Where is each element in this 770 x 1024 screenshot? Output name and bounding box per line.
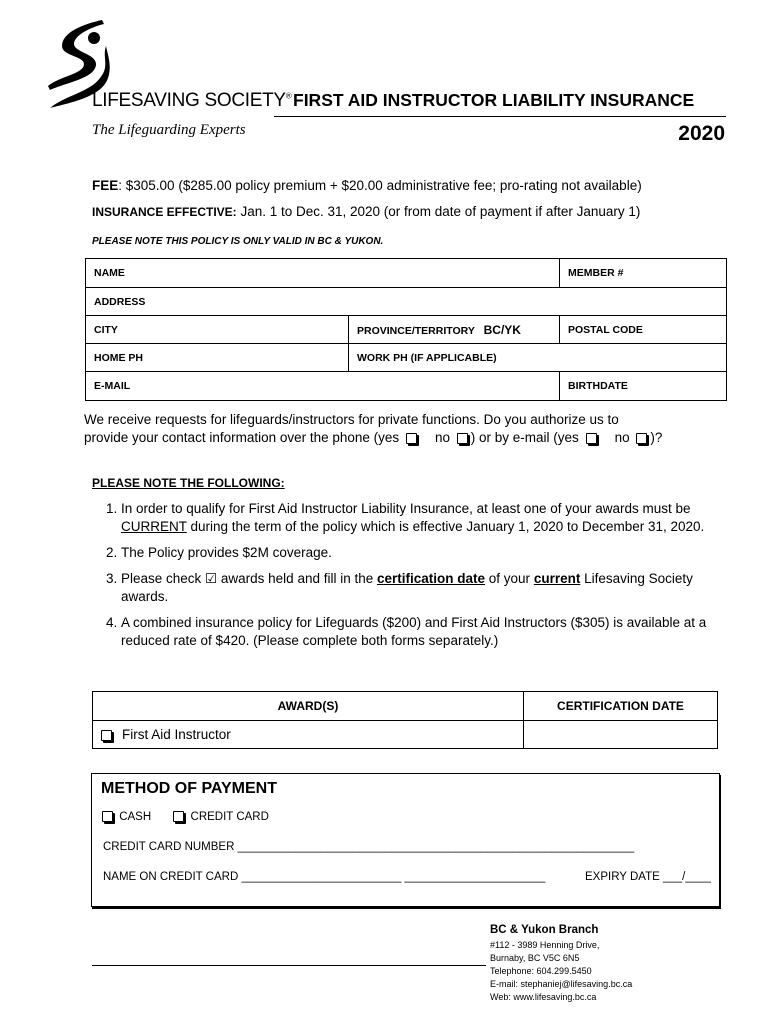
postal-code-field[interactable]: POSTAL CODE: [560, 316, 727, 344]
document-year: 2020: [678, 122, 725, 145]
phone-yes-checkbox[interactable]: [406, 433, 417, 444]
notes-list: [95, 500, 725, 658]
award-row: [93, 721, 718, 749]
title-divider: [274, 116, 726, 117]
phone-no-checkbox[interactable]: [457, 433, 468, 444]
validity-note: PLEASE NOTE THIS POLICY IS ONLY VALID IN BC & YUKON.: [92, 236, 384, 247]
branch-phone: Telephone: 604.299.5450: [490, 966, 592, 976]
payment-options: CASH CREDIT CARD: [102, 811, 269, 823]
email-yes-checkbox[interactable]: [586, 433, 597, 444]
consent-question: We receive requests for lifeguards/instructors for private functions. Do you authorize us to provide your contact information over the phone (yes no ) or by e-mail (yes no )?: [84, 412, 663, 445]
expiry-date-input[interactable]: ___/____: [662, 871, 711, 883]
branch-web: Web: www.lifesaving.bc.ca: [490, 992, 597, 1002]
award-checkbox[interactable]: [101, 730, 112, 741]
expiry-line: EXPIRY DATE ___/____: [585, 871, 711, 883]
award-cell: First Aid Instructor: [93, 721, 524, 749]
name-on-card-line: NAME ON CREDIT CARD _________________________ ______________________: [103, 871, 546, 883]
note-item-1: 1. In order to qualify for First Aid Instructor Liability Insurance, at least one of your awards must be CURRENT during the term of the policy which is effective January 1, 2020 to December 31, 2020.: [121, 500, 725, 536]
certification-date-input[interactable]: [524, 721, 718, 749]
cash-checkbox[interactable]: [102, 811, 113, 822]
document-title: FIRST AID INSTRUCTOR LIABILITY INSURANCE: [293, 90, 695, 110]
branch-address-2: Burnaby, BC V5C 6N5: [490, 953, 580, 963]
payment-heading: METHOD OF PAYMENT: [101, 780, 278, 797]
card-number-input[interactable]: ______________________________________________________________: [237, 841, 635, 853]
name-field[interactable]: NAME: [86, 259, 560, 288]
birthdate-field[interactable]: BIRTHDATE: [560, 372, 727, 401]
notes-heading: PLEASE NOTE THE FOLLOWING:: [92, 476, 285, 490]
province-field[interactable]: PROVINCE/TERRITORY BC/YK: [349, 316, 560, 344]
branch-title: BC & Yukon Branch: [490, 924, 599, 936]
email-field[interactable]: E-MAIL: [86, 372, 560, 401]
card-number-line: CREDIT CARD NUMBER ______________________________________________________________: [103, 841, 635, 853]
note-item-4: 4. A combined insurance policy for Lifeguards ($200) and First Aid Instructors ($305) is available at a reduced rate of $420. (Please complete both forms separately.): [121, 614, 725, 650]
fee-line: FEE: $305.00 ($285.00 policy premium + $20.00 administrative fee; pro-rating not available): [92, 178, 642, 193]
org-name: LIFESAVING SOCIETY®: [92, 90, 292, 111]
contact-info-table: [85, 258, 727, 401]
credit-card-checkbox[interactable]: [173, 811, 184, 822]
note-item-2: 2. The Policy provides $2M coverage.: [121, 544, 725, 562]
home-phone-field[interactable]: HOME PH: [86, 344, 349, 372]
address-field[interactable]: ADDRESS: [86, 288, 727, 316]
awards-column-header: AWARD(S): [93, 692, 524, 721]
branch-email: E-mail: stephaniej@lifesaving.bc.ca: [490, 979, 633, 989]
city-field[interactable]: CITY: [86, 316, 349, 344]
certification-date-column-header: CERTIFICATION DATE: [524, 692, 718, 721]
tagline: The Lifeguarding Experts: [92, 122, 246, 138]
awards-table: [92, 691, 718, 749]
payment-section: [91, 773, 720, 907]
note-item-3: 3. Please check ☑ awards held and fill in the certification date of your current Lifesaving Society awards.: [121, 570, 725, 606]
branch-contact: [490, 924, 632, 1004]
effective-line: INSURANCE EFFECTIVE: Jan. 1 to Dec. 31, 2020 (or from date of payment if after January 1): [92, 204, 641, 219]
email-no-checkbox[interactable]: [636, 433, 647, 444]
branch-address-1: #112 - 3989 Henning Drive,: [490, 940, 600, 950]
signature-line[interactable]: [92, 965, 486, 966]
member-number-field[interactable]: MEMBER #: [560, 259, 727, 288]
work-phone-field[interactable]: WORK PH (IF APPLICABLE): [349, 344, 727, 372]
name-on-card-input[interactable]: _________________________ ______________________: [241, 871, 546, 883]
